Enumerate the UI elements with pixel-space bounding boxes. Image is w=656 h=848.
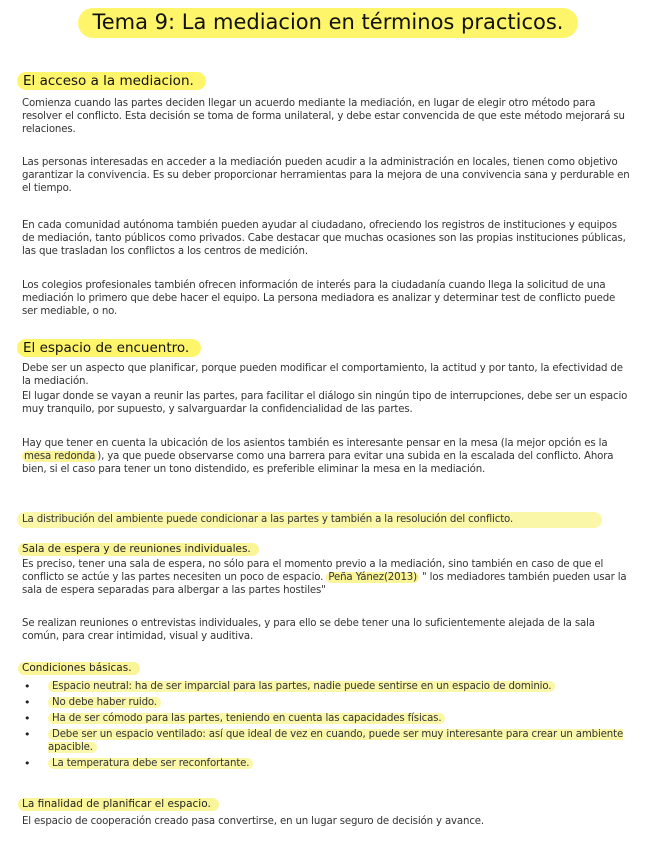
bullet-icon: •: [24, 712, 31, 725]
section-heading-condiciones: Condiciones básicas.: [18, 662, 140, 675]
list-item-text: La temperatura debe ser reconfortante.: [48, 758, 253, 769]
paragraph: [22, 437, 632, 476]
bullet-icon: •: [24, 757, 31, 770]
list-item: [22, 696, 632, 709]
section-heading-sala: Sala de espera y de reuniones individuales.: [18, 543, 259, 556]
bullet-icon: •: [24, 696, 31, 709]
highlighted-statement: La distribución del ambiente puede condicionar a las partes y también a la resolución del conflicto.: [17, 512, 602, 528]
paragraph: El lugar donde se vayan a reunir las partes, para facilitar el diálogo sin ningún tipo de interrupciones, debe ser un espacio muy tranquilo, por supuesto, y salvarguardar la confidencialidad de las partes.: [22, 391, 628, 415]
section-heading-acceso: El acceso a la mediacion.: [17, 72, 206, 90]
citation-highlight: Peña Yánez(2013): [328, 572, 417, 583]
paragraph: Las personas interesadas en acceder a la mediación pueden acudir a la administración en locales, tienen como objetivo garantizar la convivencia. Es su deber proporcionar herramientas para la mejora de una convivencia sana y perdurable en el tiempo.: [22, 157, 630, 194]
paragraph: [22, 558, 632, 597]
list-item-text: Debe ser un espacio ventilado: así que ideal de vez en cuando, puede ser muy interesante para crear un ambiente apacible.: [48, 729, 624, 753]
list-item-text: No debe haber ruido.: [48, 697, 161, 708]
bullet-icon: •: [24, 680, 31, 693]
text-run: Es preciso, tener una sala de espera, no sólo para el momento previo a la mediación, sino también en caso de que el conflicto se actúe y las partes necesiten un poco de espacio.: [22, 559, 604, 583]
title-container: [0, 8, 656, 38]
section-heading-finalidad: La finalidad de planificar el espacio.: [18, 798, 219, 811]
paragraph: En cada comunidad autónoma también pueden ayudar al ciudadano, ofreciendo los registros de instituciones y equipos de mediación, tanto públicos como privados. Cabe destacar que muchas ocasiones son las propias instituciones públicas, las que trasladan los conflictos a los centros de medición.: [22, 220, 626, 257]
paragraph: Los colegios profesionales también ofrecen información de interés para la ciudadanía cuando llega la solicitud de una mediación lo primero que debe hacer el equipo. La persona mediadora es analizar y determinar test de conflicto puede ser mediable, o no.: [22, 280, 616, 317]
list-item: [22, 712, 632, 725]
list-item: [22, 757, 632, 770]
list-item-text: Ha de ser cómodo para las partes, teniendo en cuenta las capacidades físicas.: [48, 713, 445, 724]
conditions-list: [22, 680, 632, 773]
list-item-text: Espacio neutral: ha de ser imparcial para las partes, nadie puede sentirse en un espacio de dominio.: [48, 681, 555, 692]
text-run: ), ya que puede observarse como una barrera para evitar una subida en la escalada del conflicto. Ahora bien, si el caso para tener un tono distendido, es preferible eliminar la mesa en la mediación.: [22, 451, 614, 475]
list-item: [22, 680, 632, 693]
page-title: Tema 9: La mediacion en términos practicos.: [78, 8, 577, 38]
list-item: [22, 728, 632, 754]
text-run: Hay que tener en cuenta la ubicación de los asientos también es interesante pensar en la mesa (la mejor opción es la: [22, 438, 608, 449]
paragraph: Debe ser un aspecto que planificar, porque pueden modificar el comportamiento, la actitud y por tanto, la efectividad de la mediación.: [22, 363, 623, 387]
section-heading-espacio: El espacio de encuentro.: [17, 339, 201, 357]
paragraph: Se realizan reuniones o entrevistas individuales, y para ello se debe tener una lo suficientemente alejada de la sala común, para crear intimidad, visual y auditiva.: [22, 618, 595, 642]
bullet-icon: •: [24, 728, 31, 741]
paragraph: El espacio de cooperación creado pasa convertirse, en un lugar seguro de decisión y avance.: [22, 816, 484, 827]
text-run: " los mediadores también pueden usar la sala de espera separadas para albergar a las partes hostiles": [22, 572, 627, 596]
paragraph: Comienza cuando las partes deciden llegar un acuerdo mediante la mediación, en lugar de elegir otro método para resolver el conflicto. Esta decisión se toma de forma unilateral, y debe estar convencida de que este método mejorará su relaciones.: [22, 98, 625, 135]
highlighted-text: mesa redonda: [24, 451, 96, 462]
